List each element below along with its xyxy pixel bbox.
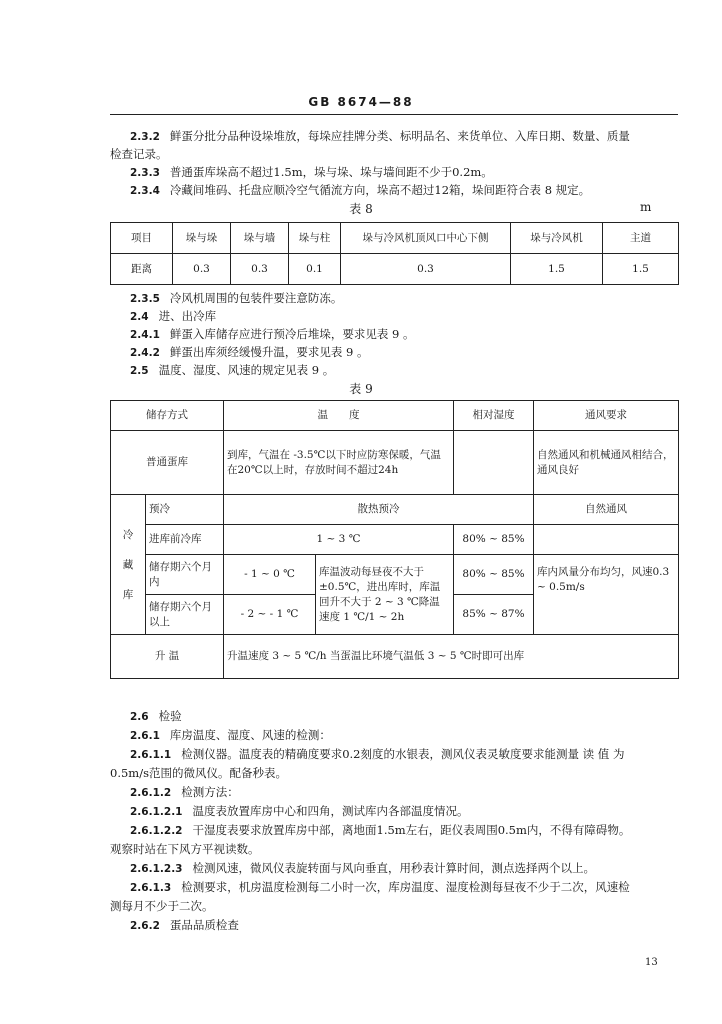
clause-line — [110, 841, 678, 858]
table-cell: 自然通风和机械通风相结合，通风良好 — [534, 431, 679, 495]
clause-line — [110, 727, 698, 745]
table-header-cell: 主道 — [603, 223, 679, 254]
clause-text: 冷风机周围的包装件要注意防冻。 — [169, 291, 343, 305]
clause-line — [110, 860, 698, 878]
clause-text: 温度表放置库房中心和四角，测试库内各部温度情况。 — [192, 804, 469, 818]
clause-text: 检测方法： — [181, 785, 239, 799]
table-header-cell: 项目 — [111, 223, 173, 254]
clause-text: 检查记录。 — [110, 147, 168, 161]
table-row — [111, 254, 679, 285]
table-cell: 0.3 — [341, 254, 511, 285]
table-cell: 80% ~ 85% — [454, 555, 534, 595]
table-cell: 进库前冷库 — [146, 525, 224, 555]
table-cell: 升温速度 3 ~ 5 ℃/h 当蛋温比环境气温低 3 ~ 5 ℃时即可出库 — [224, 635, 679, 679]
clause-line — [110, 746, 698, 764]
table-9 — [110, 400, 679, 679]
table-header-cell: 温 度 — [224, 401, 454, 431]
clause-text: 测每月不少于二次。 — [110, 899, 214, 913]
clause-text: 冷藏间堆码、托盘应顺冷空气循流方向，垛高不超过12箱，垛间距符合表 8 规定。 — [169, 183, 591, 197]
clause-line — [110, 326, 698, 344]
clause-text: 温度、湿度、风速的规定见表 9 。 — [158, 363, 335, 377]
table-cell: 散热预冷 — [224, 495, 534, 525]
clause-text: 干湿度表要求放置库房中部，离地面1.5m左右，距仪表周围0.5m内，不得有障碍物。 — [192, 823, 631, 837]
clause-line — [110, 708, 698, 726]
clause-number: 2.3.3 — [130, 167, 160, 179]
clause-number: 2.6.1.2.1 — [130, 806, 183, 818]
table-header-cell: 相对湿度 — [454, 401, 534, 431]
clause-line — [110, 182, 698, 200]
table-cell: 80% ~ 85% — [454, 525, 534, 555]
table-row — [111, 401, 679, 431]
clause-text: 进、出冷库 — [158, 309, 217, 323]
table-header-cell: 垛与柱 — [289, 223, 341, 254]
clause-text: 观察时站在下风方平视读数。 — [110, 842, 260, 856]
clause-text: 蛋品品质检查 — [169, 918, 239, 932]
clause-text: 库房温度、湿度、风速的检测： — [169, 728, 331, 742]
clause-line — [110, 822, 698, 840]
table-row — [111, 495, 679, 525]
clause-number: 2.4.2 — [130, 347, 160, 359]
clause-number: 2.6.1.1 — [130, 749, 172, 761]
clause-line — [110, 765, 678, 782]
clause-text: 检测仪器。温度表的精确度要求0.2刻度的水银表，测风仪表灵敏度要求能测量 读 值 为 — [181, 747, 625, 761]
table-row — [111, 635, 679, 679]
table8-unit: m — [640, 200, 652, 214]
table-cell: 1 ~ 3 ℃ — [224, 525, 454, 555]
clause-number: 2.6.1.3 — [130, 882, 172, 894]
table-row — [111, 223, 679, 254]
table-8 — [110, 222, 679, 285]
clause-number: 2.6 — [130, 711, 149, 723]
table-cell: 储存期六个月以上 — [146, 595, 224, 635]
clause-line — [110, 917, 698, 935]
table-cell: 0.3 — [231, 254, 289, 285]
clause-text: 普通蛋库垛高不超过1.5m，垛与垛、垛与墙间距不少于0.2m。 — [169, 165, 493, 179]
clause-number: 2.3.2 — [130, 131, 160, 143]
standard-header: GB 8674—88 — [308, 95, 414, 109]
clause-line — [110, 128, 698, 146]
clause-line — [110, 803, 698, 821]
table-header-cell: 储存方式 — [111, 401, 224, 431]
table-cell: 储存期六个月内 — [146, 555, 224, 595]
table-cell: 普通蛋库 — [111, 431, 224, 495]
table-cell — [534, 525, 679, 555]
table-cell: 0.3 — [173, 254, 231, 285]
clause-line — [110, 879, 698, 897]
table-cell: 85% ~ 87% — [454, 595, 534, 635]
clause-line — [110, 344, 698, 362]
table-cell — [454, 431, 534, 495]
clause-text: 检验 — [158, 709, 182, 723]
table-cell: 库内风量分布均匀，风速0.3 ~ 0.5m/s — [534, 555, 679, 635]
clause-text: 鲜蛋分批分品种设垛堆放，每垛应挂牌分类、标明品名、来货单位、入库日期、数量、质量 — [169, 129, 630, 143]
table9-caption: 表 9 — [349, 382, 373, 396]
clause-text: 鲜蛋入库储存应进行预冷后堆垛，要求见表 9 。 — [169, 327, 415, 341]
clause-number: 2.3.5 — [130, 293, 160, 305]
table-cell: 距离 — [111, 254, 173, 285]
table-header-cell: 垛与冷风机顶风口中心下侧 — [341, 223, 511, 254]
clause-number: 2.4.1 — [130, 329, 160, 341]
table-cell: 预冷 — [146, 495, 224, 525]
page-number: 13 — [645, 957, 658, 968]
clause-line — [110, 308, 698, 326]
clause-number: 2.5 — [130, 365, 149, 377]
clause-text: 检测要求，机房温度检测每二小时一次，库房温度、湿度检测每昼夜不少于二次，风速检 — [181, 880, 630, 894]
clause-text: 鲜蛋出库须经缓慢升温，要求见表 9 。 — [169, 345, 369, 359]
clause-line — [110, 784, 698, 802]
lengcang-label: 库 — [122, 588, 134, 601]
clause-number: 2.6.1.2.2 — [130, 825, 183, 837]
table-cell: - 2 ~ - 1 ℃ — [224, 595, 316, 635]
table-cell: 1.5 — [511, 254, 603, 285]
table-cell: 自然通风 — [534, 495, 679, 525]
clause-number: 2.6.1 — [130, 730, 160, 742]
table-cell: 到库，气温在 -3.5℃以下时应防寒保暖，气温在20℃以上时，存放时间不超过24h — [224, 431, 454, 495]
clause-line — [110, 164, 698, 182]
clause-number: 2.4 — [130, 311, 149, 323]
clause-number: 2.6.2 — [130, 920, 160, 932]
table-cell: 库温波动每昼夜不大于±0.5℃，进出库时，库温回升不大于 2 ~ 3 ℃降温速度 1 ℃/1 ~ 2h — [316, 555, 454, 635]
clause-line — [110, 290, 698, 308]
table8-caption: 表 8 — [349, 202, 373, 216]
table-cell: 1.5 — [603, 254, 679, 285]
table-row — [111, 525, 679, 555]
clause-text: 检测风速，微风仪表旋转面与风向垂直，用秒表计算时间，测点选择两个以上。 — [192, 861, 595, 875]
header-rule — [110, 114, 678, 115]
clause-number: 2.3.4 — [130, 185, 160, 197]
lengcang-label: 冷 — [122, 528, 134, 541]
table-row — [111, 431, 679, 495]
clause-line — [110, 146, 678, 163]
table-cell: 0.1 — [289, 254, 341, 285]
clause-line — [110, 898, 678, 915]
clause-line — [110, 362, 698, 380]
table-cell: 升 温 — [111, 635, 224, 679]
clause-number: 2.6.1.2.3 — [130, 863, 183, 875]
lengcang-label: 藏 — [122, 558, 134, 571]
table-cell — [111, 495, 146, 635]
table-header-cell: 通风要求 — [534, 401, 679, 431]
table-header-cell: 垛与墙 — [231, 223, 289, 254]
table-row — [111, 555, 679, 595]
clause-number: 2.6.1.2 — [130, 787, 172, 799]
table-header-cell: 垛与冷风机 — [511, 223, 603, 254]
table-cell: - 1 ~ 0 ℃ — [224, 555, 316, 595]
clause-text: 0.5m/s范围的微风仪。配备秒表。 — [110, 766, 287, 780]
table-header-cell: 垛与垛 — [173, 223, 231, 254]
